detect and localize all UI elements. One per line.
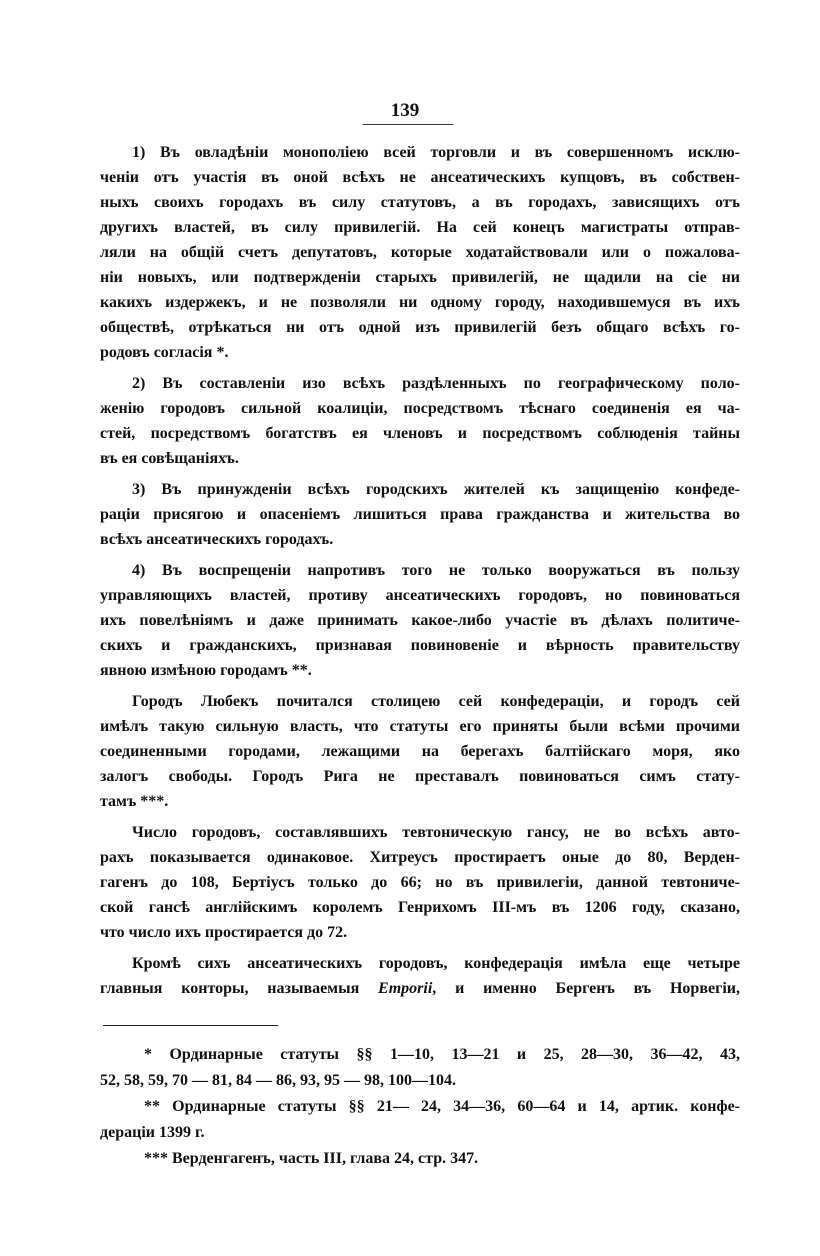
body-text: [100, 140, 740, 1007]
text-line: ляли на общій счетъ депутатовъ, которые ходатайствовали или о пожалова-: [100, 244, 740, 261]
footnote-line: * Ординарные статуты §§ 1—10, 13—21 и 25, 28—30, 36—42, 43,: [144, 1046, 740, 1063]
text-line: Число городовъ, составлявшихъ тевтоническую гансу, не во всѣхъ авто-: [132, 824, 740, 841]
paragraph: [100, 689, 740, 814]
text-line: раціи присягою и опасеніемъ лишиться права гражданства и жительства во: [100, 506, 740, 523]
footnote-line: *** Верденгагенъ, часть III, глава 24, стр. 347.: [144, 1150, 479, 1167]
footnote-line: 52, 58, 59, 70 — 81, 84 — 86, 93, 95 — 98, 100—104.: [100, 1072, 456, 1089]
paragraph: [100, 371, 740, 471]
text-line: ныхъ своихъ городахъ въ силу статутовъ, а въ городахъ, зависящихъ отъ: [100, 194, 740, 211]
text-line: 4) Въ воспрещеніи напротивъ того не только вооружаться въ пользу: [132, 562, 740, 579]
footnotes: [100, 1042, 740, 1172]
paragraph: [100, 558, 740, 683]
text-line: другихъ властей, въ силу привилегій. На сей конецъ магистраты отправ-: [100, 219, 740, 236]
text-line: 1) Въ овладѣніи монополіею всей торговли и въ совершенномъ исклю-: [132, 144, 740, 161]
text-line: ніи новыхъ, или подтвержденіи старыхъ привилегій, не щадили на сіе ни: [100, 269, 740, 286]
text-line: явною измѣною городамъ **.: [100, 662, 312, 679]
footnote-line: ** Ординарные статуты §§ 21— 24, 34—36, 60—64 и 14, артик. конфе-: [144, 1098, 740, 1115]
text-line: какихъ издержекъ, и не позволяли ни одному городу, находившемуся въ ихъ: [100, 294, 740, 311]
text-line: ихъ повелѣніямъ и даже принимать какое-либо участіе въ дѣлахъ политиче-: [100, 612, 740, 629]
text-line: рахъ показывается одинаковое. Хитреусъ простираетъ оные до 80, Верден-: [100, 849, 740, 866]
text-line: соединенными городами, лежащими на берегахъ балтійскаго моря, яко: [100, 743, 740, 760]
text-line: что число ихъ простирается до 72.: [100, 924, 348, 941]
text-line: Кромѣ сихъ ансеатическихъ городовъ, конфедерація имѣла еще четыре: [132, 955, 740, 972]
text-line: залогъ свободы. Городъ Рига не преставалъ повиноваться симъ стату-: [100, 768, 740, 785]
footnote: [100, 1042, 740, 1094]
text-line: 3) Въ принужденіи всѣхъ городскихъ жителей къ защищенію конфеде-: [132, 481, 740, 498]
text-line: стей, посредствомъ богатствъ ея членовъ и посредствомъ соблюденія тайны: [100, 425, 740, 442]
text-segment: , и именно Бергенъ въ Норвегіи,: [432, 980, 740, 997]
footnote: [100, 1146, 740, 1172]
page-number: 139: [390, 100, 420, 121]
text-line: 2) Въ составленіи изо всѣхъ раздѣленныхъ по географическому поло-: [132, 375, 740, 392]
footnote-line: дераціи 1399 г.: [100, 1124, 205, 1141]
text-line: Городъ Любекъ почитался столицею сей конфедераціи, и городъ сей: [132, 693, 740, 710]
page-number-rule: [363, 124, 453, 125]
text-line: скихъ и гражданскихъ, признавая повиновеніе и вѣрность правительству: [100, 637, 740, 654]
footnote-separator: [103, 1025, 278, 1026]
paragraph: [100, 477, 740, 552]
paragraph: [100, 951, 740, 1001]
text-line: управляющихъ властей, противу ансеатическихъ городовъ, но повиноваться: [100, 587, 740, 604]
paragraph: [100, 140, 740, 365]
paragraph: [100, 820, 740, 945]
text-line: родовъ согласія *.: [100, 344, 229, 361]
text-line: обществѣ, отрѣкаться ни отъ одной изъ привилегій безъ общаго всѣхъ го-: [100, 319, 740, 336]
footnote: [100, 1094, 740, 1146]
text-line: женію городовъ сильной коалиціи, посредствомъ тѣснаго соединенія ея ча-: [100, 400, 740, 417]
text-line: ской гансѣ англійскимъ королемъ Генрихомъ III-мъ въ 1206 году, сказано,: [100, 899, 740, 916]
italic-term: Emporii: [378, 980, 433, 997]
text-line: [100, 976, 740, 1001]
text-segment: главныя конторы, называемыя: [100, 980, 379, 997]
text-line: въ ея совѣщаніяхъ.: [100, 450, 239, 467]
text-line: гагенъ до 108, Бертіусъ только до 66; но въ привилегіи, данной тевтониче-: [100, 874, 740, 891]
text-line: ченіи отъ участія въ оной всѣхъ не ансеатическихъ купцовъ, въ собствен-: [100, 169, 740, 186]
text-line: имѣлъ такую сильную власть, что статуты его приняты были всѣми прочими: [100, 718, 740, 735]
text-line: всѣхъ ансеатическихъ городахъ.: [100, 531, 334, 548]
text-line: тамъ ***.: [100, 793, 169, 810]
